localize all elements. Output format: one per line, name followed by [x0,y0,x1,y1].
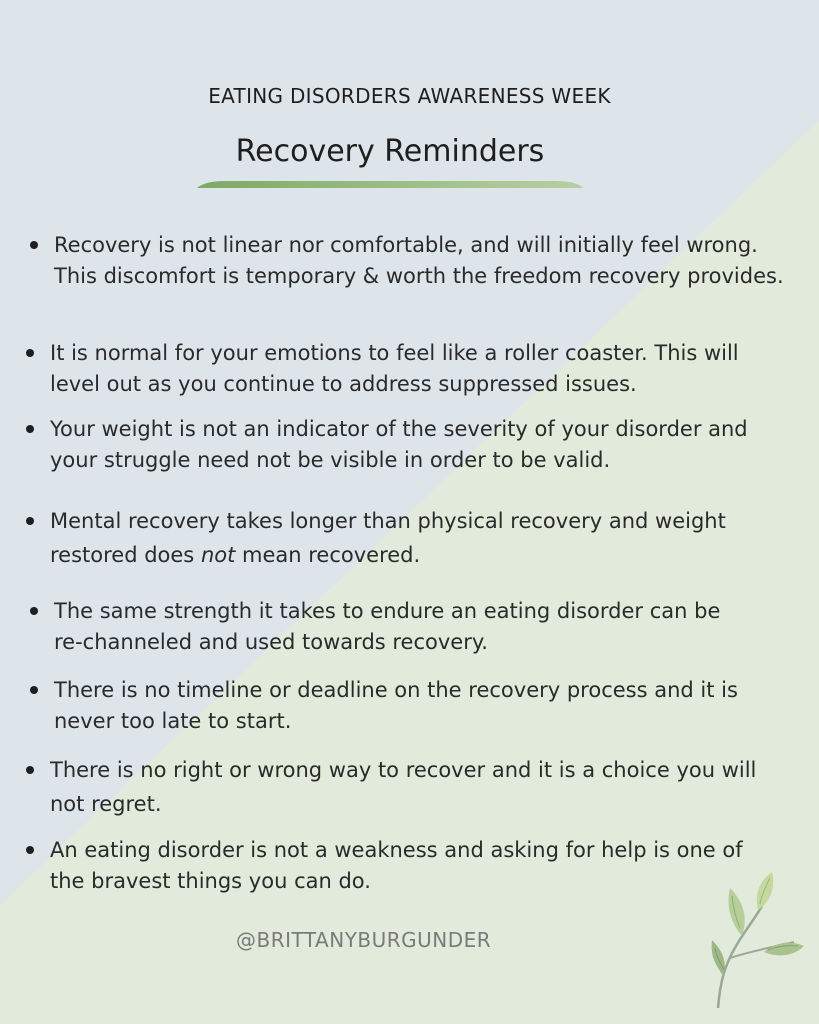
social-handle: @BRITTANYBURGUNDER [236,928,492,952]
title-underline [195,178,585,190]
reminder-item [50,835,750,897]
reminder-text-start: Mental recovery takes longer than physical recovery and weight restored does [50,509,726,567]
bullet-icon [26,425,34,433]
reminder-text: Your weight is not an indicator of the severity of your disorder and your struggle need not be visible in order to be valid. [50,417,748,472]
reminder-text: An eating disorder is not a weakness and asking for help is one of the bravest things you can do. [50,838,743,893]
reminder-text-end: mean recovered. [235,543,421,567]
bullet-icon [30,607,38,615]
bullet-icon [26,517,34,525]
bullet-icon [26,846,34,854]
page-title: Recovery Reminders [235,134,545,169]
leaf-sprig-icon [690,866,810,1016]
reminder-text: Recovery is not linear nor comfortable, and will initially feel wrong. This discomfort is temporary & worth the freedom recovery provides. [54,233,784,288]
reminder-emphasis: not [200,543,236,567]
bullet-icon [30,241,38,249]
reminder-item [50,414,795,476]
reminder-item [50,504,750,572]
eyebrow-heading: EATING DISORDERS AWARENESS WEEK [208,84,611,108]
reminder-item [54,675,754,737]
reminder-text: The same strength it takes to endure an eating disorder can be re-channeled and used towards recovery. [54,599,721,654]
reminder-item [50,753,790,821]
reminder-text: There is no timeline or deadline on the recovery process and it is never too late to start. [54,678,738,733]
bullet-icon [26,349,34,357]
reminder-item [54,596,754,658]
bullet-icon [30,686,38,694]
reminder-item [50,338,780,400]
reminder-text: It is normal for your emotions to feel like a roller coaster. This will level out as you continue to address suppressed issues. [50,341,739,396]
reminder-text: There is no right or wrong way to recover and it is a choice you will not regret. [50,758,757,816]
reminder-item [54,230,784,292]
bullet-icon [26,766,34,774]
